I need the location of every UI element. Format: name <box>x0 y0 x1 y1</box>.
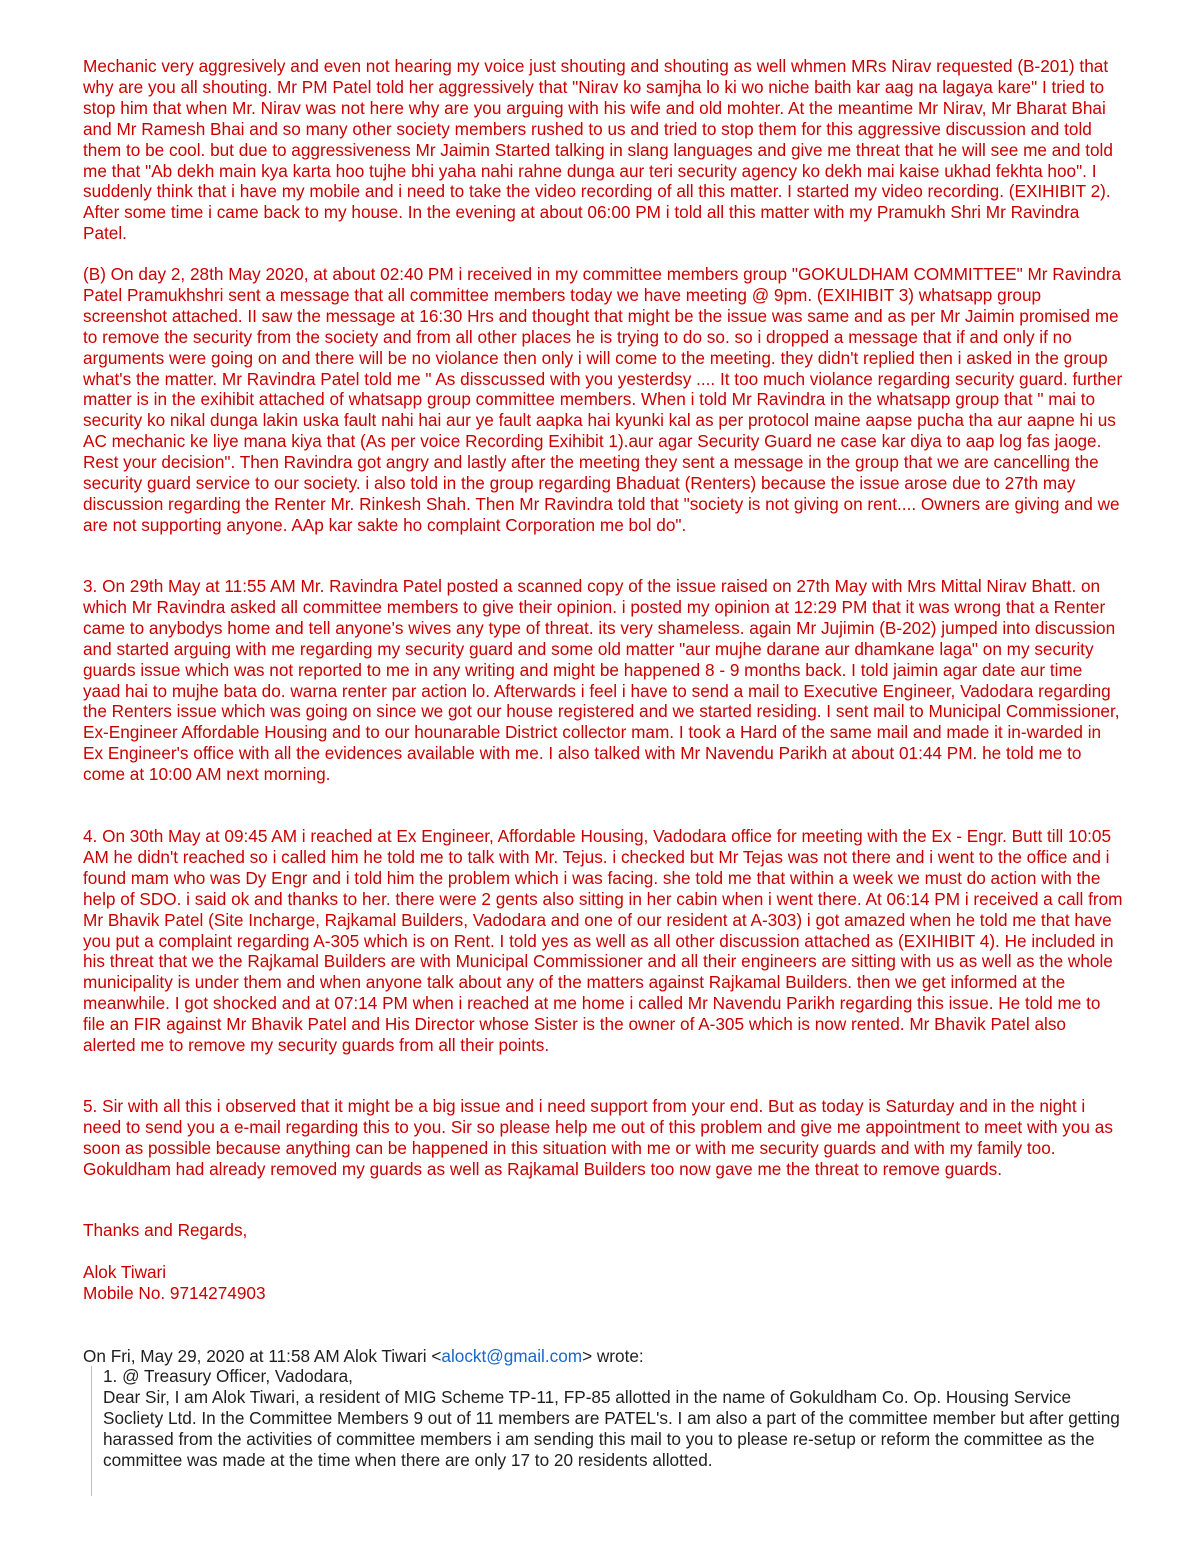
reply-header-prefix: On Fri, May 29, 2020 at 11:58 AM Alok Tiwari < <box>83 1346 442 1366</box>
paragraph-point-3: 3. On 29th May at 11:55 AM Mr. Ravindra Patel posted a scanned copy of the issue raised on 27th May with Mrs Mittal Nirav Bhatt. on which Mr Ravindra asked all committee members to give their opinion. i posted my opinion at 12:29 PM that it was wrong that a Renter came to anybodys home and tell anyone's wives any type of threat. its very shameless. again Mr Jujimin (B-202) jumped into discussion and started arguing with me regarding my security guard and some old matter "aur mujhe darane aur dhamkane laga" on my security guards issue which was not reported to me in any writing and might be happened 8 - 9 months back. I told jaimin agar date aur time yaad hai to mujhe bata do. warna renter par action lo. Afterwards i feel i have to send a mail to Executive Engineer, Vadodara regarding the Renters issue which was going on since we got our house registered and we started residing. I sent mail to Municipal Commissioner, Ex-Engineer Affordable Housing and to our hounarable District collector mam. I took a Hard of the same mail and made it in-warded in Ex Engineer's office with all the evidences available with me. I also talked with Mr Navendu Parikh at about 01:44 PM. he told me to come at 10:00 AM next morning. <box>83 576 1120 785</box>
reply-header-suffix: > wrote: <box>582 1346 644 1366</box>
reply-header <box>83 1346 1123 1367</box>
paragraph-point-5: 5. Sir with all this i observed that it might be a big issue and i need support from your end. But as today is Saturday and in the night i need to send you a e-mail regarding this to you. Sir so please help me out of this problem and give me appointment to meet with you as soon as possible because anything can be happened in this situation with me or with me security guards and with my family too. Gokuldham had already removed my guards as well as Rajkamal Builders too now gave me the threat to remove guards. <box>83 1096 1113 1179</box>
signature-name: Alok Tiwari <box>83 1262 167 1282</box>
sender-email-link[interactable]: alockt@gmail.com <box>441 1346 583 1366</box>
quoted-message <box>91 1366 1123 1496</box>
closing-text: Thanks and Regards, <box>83 1220 248 1240</box>
paragraph-incident-day1: Mechanic very aggresively and even not hearing my voice just shouting and shouting as well whmen MRs Nirav requested (B-201) that why are you all shouting. Mr PM Patel told her aggressively that "Nirav ko samjha lo ki wo niche baith kar aag na lagaya kare" I tried to stop him that when Mr. Nirav was not here why are you arguing with his wife and old mohter. At the meantime Mr Nirav, Mr Bharat Bhai and Mr Ramesh Bhai and so many other society members rushed to us and tried to stop them for this aggressive discussion and told them to be cool. but due to aggressiveness Mr Jaimin Started talking in slang languages and give me threat that he will see me and told me that "Ab dekh main kya karta hoo tujhe bhi yaha nahi rahne dunga aur teri security agency ko dekh mai kaise ukhad fekhta hoo". I suddenly think that i have my mobile and i need to take the video recording of all this matter. I started my video recording. (EXIHIBIT 2). After some time i came back to my house. In the evening at about 06:00 PM i told all this matter with my Pramukh Shri Mr Ravindra Patel. <box>83 56 1113 244</box>
quoted-recipient-line: 1. @ Treasury Officer, Vadodara, <box>103 1366 353 1386</box>
quoted-body: Dear Sir, I am Alok Tiwari, a resident of MIG Scheme TP-11, FP-85 allotted in the name of Gokuldham Co. Op. Housing Service Socliety Ltd. In the Committee Members 9 out of 11 members are PATEL's. I am also a part of the committee member but after getting harassed from the activities of committee members i am sending this mail to you to please re-setup or reform the committee as the committee was made at the time when there are only 17 to 20 residents allotted. <box>103 1386 1120 1470</box>
signature-mobile: Mobile No. 9714274903 <box>83 1283 266 1303</box>
paragraph-incident-day2: (B) On day 2, 28th May 2020, at about 02:40 PM i received in my committee members group "GOKULDHAM COMMITTEE" Mr Ravindra Patel Pramukhshri sent a message that all committee members today we have meeting @ 9pm. (EXIHIBIT 3) whatsapp group screenshot attached. II saw the message at 16:30 Hrs and thought that might be the issue was same and as per Mr Jaimin promised me to remove the security from the society and from all other places he is trying to do so. so i dropped a message that if and only if no arguments were going on and there will be no violance then only i will come to the meeting. they didn't replied then i asked in the group what's the matter. Mr Ravindra Patel told me " As disscussed with you yesterdsy .... It too much violance regarding security guard. further matter is in the exihibit attached of whatsapp group committee members. When i told Mr Ravindra in the whatsapp group that " mai to security ko nikal dunga lakin uska fault nahi hai aur ye fault aapka hai kyunki kal as per protocol maine aapse pucha tha aur aapne hi us AC mechanic ke liye mana kiya that (As per voice Recording Exihibit 1).aur agar Security Guard ne case kar diya to aap log fas jaoge. Rest your decision". Then Ravindra got angry and lastly after the meeting they sent a message in the group that we are cancelling the security guard service to our society. i also told in the group regarding Bhaduat (Renters) because the issue arose due to 27th may discussion regarding the Renter Mr. Rinkesh Shah. Then Mr Ravindra told that "society is not giving on rent.... Owners are giving and we are not supporting anyone. AAp kar sakte ho complaint Corporation me bol do". <box>83 264 1123 535</box>
paragraph-point-4: 4. On 30th May at 09:45 AM i reached at Ex Engineer, Affordable Housing, Vadodara office for meeting with the Ex - Engr. Butt till 10:05 AM he didn't reached so i called him he told me to talk with Mr. Tejus. i checked but Mr Tejas was not there and i went to the office and i found mam who was Dy Engr and i told him the problem which i was facing. she told me that within a week we must do action with the help of SDO. i said ok and thanks to her. there were 2 gents also sitting in her cabin when i went there. At 06:14 PM i received a call from Mr Bhavik Patel (Site Incharge, Rajkamal Builders, Vadodara and one of our resident at A-303) i got amazed when he told me that have you put a complaint regarding A-305 which is on Rent. I told yes as well as all other discussion attached as (EXIHIBIT 4). He included in his threat that we the Rajkamal Builders are with Municipal Commissioner and all their engineers are sitting with us as well as the whole municipality is under them and when anyone talk about any of the matters against Rajkamal Builders. then we get informed at the meanwhile. I got shocked and at 07:14 PM when i reached at me home i called Mr Navendu Parikh regarding this issue. He told me to file an FIR against Mr Bhavik Patel and His Director whose Sister is the owner of A-305 which is now rented. Mr Bhavik Patel also alerted me to remove my security guards from all their points. <box>83 826 1123 1056</box>
